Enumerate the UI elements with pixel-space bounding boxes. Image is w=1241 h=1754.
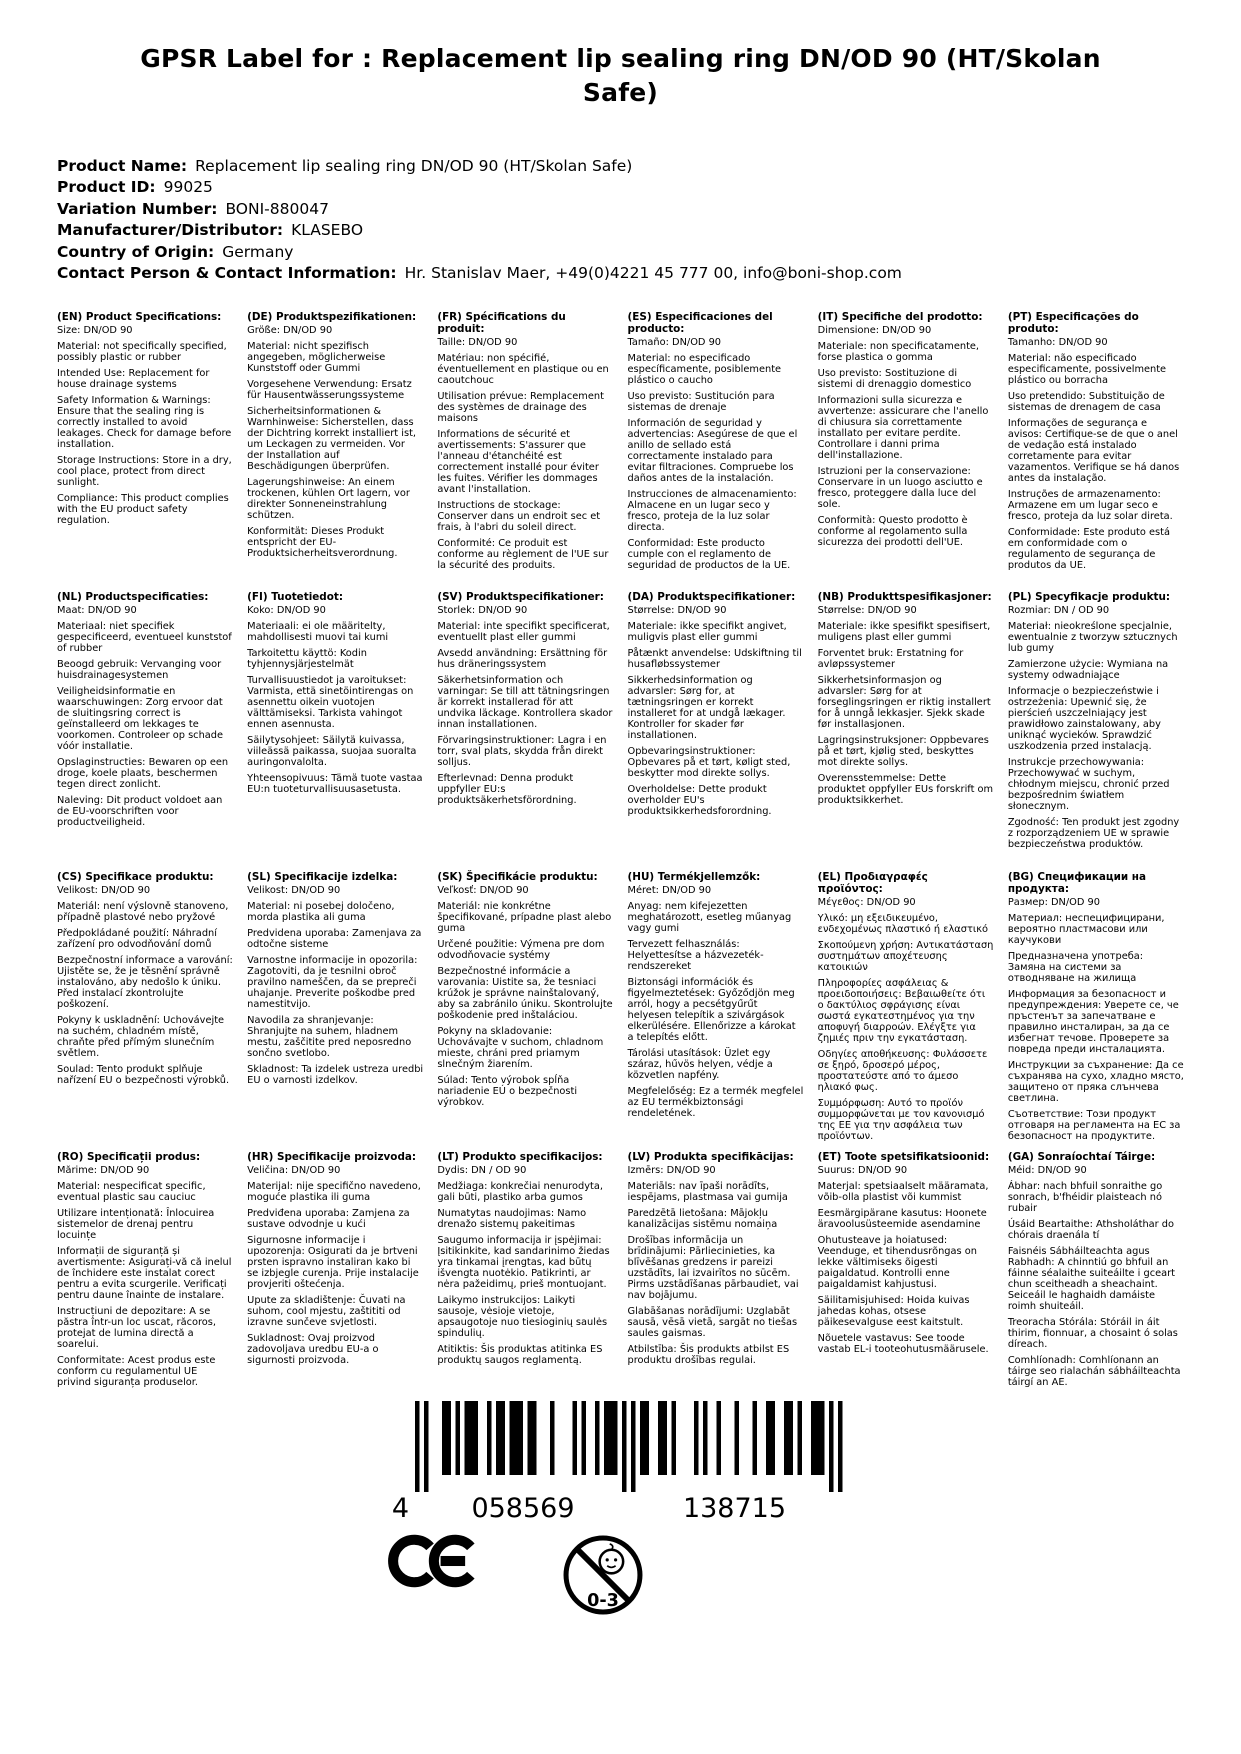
spec-paragraph: Atitiktis: Šis produktas atitinka ES produktų saugos reglamentą. bbox=[437, 1343, 603, 1366]
barcode-digits: 058569 bbox=[470, 1492, 575, 1523]
spec-paragraph: Izmērs: DN/OD 90 bbox=[627, 1164, 716, 1176]
spec-paragraph: Instructions de stockage: Conserver dans un endroit sec et frais, à l'abri du soleil direct. bbox=[437, 499, 601, 533]
spec-block-lt bbox=[437, 1151, 613, 1393]
spec-block-sl bbox=[247, 871, 423, 1151]
spec-paragraph: Materjal: spetsiaalselt määramata, võib-olla plastist või kummist bbox=[817, 1180, 989, 1203]
spec-block-hr bbox=[247, 1151, 423, 1393]
spec-paragraph: Určené použitie: Výmena pre dom odvodňovacie systémy bbox=[437, 938, 605, 961]
barcode-bar bbox=[424, 1401, 429, 1492]
spec-paragraph: Instruções de armazenamento: Armazene em um lugar seco e fresco, proteja da luz solar direta. bbox=[1007, 488, 1173, 522]
spec-block-lv bbox=[628, 1151, 804, 1393]
spec-block-header: (ET) Toote spetsifikatsioonid: bbox=[817, 1150, 990, 1163]
spec-paragraph: Vorgesehene Verwendung: Ersatz für Hausentwässerungssysteme bbox=[247, 378, 412, 401]
barcode-bar bbox=[464, 1401, 469, 1475]
spec-paragraph: Conformitate: Acest produs este conform cu regulamentul UE privind siguranța produselor. bbox=[57, 1354, 216, 1388]
spec-paragraph: Avsedd användning: Ersättning för hus dräneringssystem bbox=[437, 647, 608, 670]
barcode-bar bbox=[820, 1401, 825, 1475]
spec-paragraph: Saugumo informacija ir įspėjimai: Įsitikinkite, kad sandarinimo žiedas yra tinkamai įrengtas, kad būtų išvengta nuotėkio. Patikrinti, ar nėra pažeidimų, prieš montuojant. bbox=[437, 1234, 610, 1290]
barcode-bar bbox=[644, 1401, 649, 1475]
spec-paragraph: Úsáid Beartaithe: Athsholáthar do chórais draenála tí bbox=[1007, 1218, 1175, 1241]
product-info bbox=[57, 156, 1181, 285]
spec-paragraph: Sikkerhedsinformation og advarsler: Sørg for, at tætningsringen er korrekt installeret for at undgå lækager. Kontroller for skader før installationen. bbox=[627, 674, 786, 741]
spec-paragraph: Materiał: nieokreślone specjalnie, ewentualnie z tworzyw sztucznych lub gumy bbox=[1007, 620, 1178, 654]
spec-paragraph: Säilitamisjuhised: Hoida kuivas jahedas kohas, otsese päikesevalguse eest kaitstult. bbox=[817, 1294, 970, 1328]
spec-paragraph: Suurus: DN/OD 90 bbox=[817, 1164, 908, 1176]
spec-paragraph: Tamaño: DN/OD 90 bbox=[627, 336, 722, 348]
spec-paragraph: Upute za skladištenje: Čuvati na suhom, cool mjestu, zaštititi od izravne sunčeve svjetlosti. bbox=[247, 1294, 406, 1328]
spec-paragraph: Størrelse: DN/OD 90 bbox=[627, 604, 727, 616]
product-info-row bbox=[57, 220, 1181, 242]
barcode-digits: 138715 bbox=[682, 1492, 786, 1523]
ce-mark-icon bbox=[387, 1533, 483, 1589]
compliance-marks bbox=[385, 1533, 857, 1617]
product-info-row bbox=[57, 156, 1181, 178]
spec-paragraph: Materiale: non specificatamente, forse plastica o gomma bbox=[817, 340, 980, 363]
spec-paragraph: Materiale: ikke specifikt angivet, muligvis plast eller gummi bbox=[627, 620, 787, 643]
spec-paragraph: Turvallisuustiedot ja varoitukset: Varmista, että sinetöintirengas on asennettu oikein vuotojen välttämiseksi. Tarkista vahingot ennen asennusta. bbox=[247, 674, 414, 730]
barcode-bar bbox=[572, 1401, 577, 1475]
spec-paragraph: Instrucciones de almacenamiento: Almacene en un lugar seco y fresco, proteja de la luz solar directa. bbox=[627, 488, 797, 533]
spec-paragraph: Conformité: Ce produit est conforme au règlement de l'UE sur la sécurité des produits. bbox=[437, 537, 609, 571]
spec-paragraph: Informazioni sulla sicurezza e avvertenze: assicurare che l'anello di chiusura sia correttamente installato per evitare perdite. Controllare i danni prima dell'installazione. bbox=[817, 394, 989, 461]
spec-paragraph: Súlad: Tento výrobok spĺňa nariadenie EÚ o bezpečnosti výrobkov. bbox=[437, 1074, 578, 1108]
spec-block-el bbox=[818, 871, 994, 1151]
barcode-digits: 4 bbox=[391, 1492, 409, 1523]
spec-paragraph: Zamierzone użycie: Wymiana na systemy odwadniające bbox=[1007, 658, 1169, 681]
spec-paragraph: Συμμόρφωση: Αυτό το προϊόν συμμορφώνεται με τον κανονισμό της ΕΕ για την ασφάλεια των προϊόντων. bbox=[817, 1097, 985, 1142]
spec-paragraph: Μέγεθος: DN/OD 90 bbox=[817, 896, 916, 908]
spec-block-header: (EL) Προδιαγραφές προϊόντος: bbox=[817, 870, 928, 895]
spec-paragraph: Informações de segurança e avisos: Certifique-se de que o anel de vedação está instalado corretamente para evitar vazamentos. Verifique se há danos antes da instalação. bbox=[1007, 417, 1180, 484]
barcode-bar bbox=[473, 1401, 478, 1475]
spec-paragraph: Säkerhetsinformation och varningar: Se till att tätningsringen är korrekt installerad för att undvika läckage. Kontrollera skador innan installationen. bbox=[437, 674, 613, 730]
spec-paragraph: Материал: неспецифицирани, вероятно пластмасови или каучукови bbox=[1007, 912, 1165, 946]
spec-block-header: (PL) Specyfikacje produktu: bbox=[1007, 590, 1171, 603]
spec-paragraph: Bezpečnostné informácie a varovania: Uistite sa, že tesniaci krúžok je správne nainštalovaný, aby sa zabránilo úniku. Skontrolujte poškodenie pred inštaláciou. bbox=[437, 965, 613, 1021]
spec-paragraph: Compliance: This product complies with the EU product safety regulation. bbox=[57, 492, 229, 526]
info-label: Manufacturer/Distributor: bbox=[57, 221, 284, 239]
spec-paragraph: Material: ni posebej določeno, morda plastika ali guma bbox=[247, 900, 395, 923]
spec-block-da bbox=[628, 591, 804, 871]
barcode-bar bbox=[446, 1401, 451, 1475]
barcode-bar bbox=[662, 1401, 667, 1475]
barcode-bar bbox=[518, 1401, 523, 1475]
barcode-bar bbox=[770, 1401, 775, 1475]
spec-paragraph: Velikost: DN/OD 90 bbox=[247, 884, 341, 896]
spec-block-nb bbox=[818, 591, 994, 871]
spec-paragraph: Bezpečnostní informace a varování: Ujistěte se, že je těsnění správně instalováno, aby nedošlo k úniku. Před instalací zkontrolujte poškození. bbox=[57, 954, 233, 1010]
spec-block-header: (SK) Špecifikácie produktu: bbox=[437, 870, 598, 883]
spec-paragraph: Laikymo instrukcijos: Laikyti sausoje, vėsioje vietoje, apsaugotoje nuo tiesioginių saulės spindulių. bbox=[437, 1294, 608, 1339]
barcode-bar bbox=[550, 1401, 555, 1475]
barcode-bar bbox=[640, 1401, 645, 1475]
product-info-row bbox=[57, 199, 1181, 221]
spec-block-cs bbox=[57, 871, 233, 1151]
spec-paragraph: Ohutusteave ja hoiatused: Veenduge, et tihendusrõngas on lekke vältimiseks õigesti paigaldatud. Kontrolli enne paigaldamist kahjustusi. bbox=[817, 1234, 977, 1290]
spec-block-header: (SL) Specifikacije izdelka: bbox=[247, 870, 398, 883]
spec-paragraph: Размер: DN/OD 90 bbox=[1007, 896, 1101, 908]
barcode-bar bbox=[595, 1401, 600, 1475]
spec-paragraph: Material: não especificado especificamente, possivelmente plástico ou borracha bbox=[1007, 352, 1167, 386]
spec-paragraph: Dydis: DN / OD 90 bbox=[437, 1164, 527, 1176]
spec-block-sk bbox=[437, 871, 613, 1151]
spec-paragraph: Material: not specifically specified, possibly plastic or rubber bbox=[57, 340, 227, 363]
spec-paragraph: Material: nicht spezifisch angegeben, möglicherweise Kunststoff oder Gummi bbox=[247, 340, 386, 374]
bottom-section bbox=[385, 1401, 857, 1617]
info-value: Replacement lip sealing ring DN/OD 90 (HT/Skolan Safe) bbox=[195, 156, 633, 175]
barcode-bar bbox=[514, 1401, 519, 1475]
barcode-bar bbox=[838, 1401, 843, 1492]
barcode-bar bbox=[734, 1401, 739, 1475]
spec-paragraph: Opbevaringsinstruktioner: Opbevares på et tørt, køligt sted, beskytter mod direkte sollys. bbox=[627, 745, 791, 779]
barcode-bar bbox=[703, 1401, 708, 1475]
spec-paragraph: Tervezett felhasználás: Helyettesítse a házvezeték-rendszereket bbox=[627, 938, 764, 972]
spec-paragraph: Nõuetele vastavus: See toode vastab EL-i tooteohutusmäärusele. bbox=[817, 1332, 989, 1355]
spec-paragraph: Instrucțiuni de depozitare: A se păstra într-un loc uscat, răcoros, protejat de lumina directă a soarelui. bbox=[57, 1305, 216, 1350]
spec-block-header: (DA) Produktspecifikationer: bbox=[627, 590, 796, 603]
spec-paragraph: Paredzētā lietošana: Mājokļu kanalizācijas sistēmu nomaiņa bbox=[627, 1207, 778, 1230]
spec-paragraph: Efterlevnad: Denna produkt uppfyller EU:s produktsäkerhetsförordning. bbox=[437, 772, 577, 806]
spec-paragraph: Οδηγίες αποθήκευσης: Φυλάσσετε σε ξηρό, δροσερό μέρος, προστατεύστε από το άμεσο ηλιακό φως. bbox=[817, 1048, 988, 1093]
spec-paragraph: Utilizare intenționată: Înlocuirea sistemelor de drenaj pentru locuințe bbox=[57, 1207, 215, 1241]
spec-paragraph: Koko: DN/OD 90 bbox=[247, 604, 326, 616]
spec-paragraph: Πληροφορίες ασφάλειας & προειδοποιήσεις: Βεβαιωθείτε ότι ο δακτύλιος σφράγισης είναι σωστά εγκατεστημένος για την αποφυγή διαρροών. Ελέγξτε για ζημιές πριν την εγκατάσταση. bbox=[817, 977, 986, 1044]
spec-paragraph: Materiāls: nav īpaši norādīts, iespējams, plastmasa vai gumija bbox=[627, 1180, 788, 1203]
spec-paragraph: Material: no especificado específicamente, posiblemente plástico o caucho bbox=[627, 352, 782, 386]
info-value: Germany bbox=[222, 242, 294, 261]
spec-paragraph: Skladnost: Ta izdelek ustreza uredbi EU o varnosti izdelkov. bbox=[247, 1063, 424, 1086]
spec-block-ro bbox=[57, 1151, 233, 1393]
spec-block-en bbox=[57, 311, 233, 591]
spec-block-header: (LV) Produkta specifikācijas: bbox=[627, 1150, 794, 1163]
spec-paragraph: Zgodność: Ten produkt jest zgodny z rozporządzeniem UE w sprawie bezpieczeństwa produktów. bbox=[1007, 816, 1180, 850]
spec-paragraph: Soulad: Tento produkt splňuje nařízení EU o bezpečnosti výrobků. bbox=[57, 1063, 230, 1086]
spec-paragraph: Safety Information & Warnings: Ensure that the sealing ring is correctly installed to avoid leakages. Check for damage before installation. bbox=[57, 394, 232, 450]
spec-paragraph: Påtænkt anvendelse: Udskiftning til husafløbssystemer bbox=[627, 647, 802, 670]
spec-block-header: (RO) Specificații produs: bbox=[57, 1150, 201, 1163]
spec-paragraph: Съответствие: Този продукт отговаря на регламента на ЕС за безопасност на продуктите. bbox=[1007, 1108, 1181, 1142]
spec-paragraph: Materiaali: ei ole määritelty, mahdollisesti muovi tai kumi bbox=[247, 620, 389, 643]
spec-paragraph: Größe: DN/OD 90 bbox=[247, 324, 333, 336]
spec-paragraph: Numatytas naudojimas: Namo drenažo sistemų pakeitimas bbox=[437, 1207, 587, 1230]
barcode-bar bbox=[631, 1401, 636, 1492]
barcode-bar bbox=[613, 1401, 618, 1475]
spec-block-header: (ES) Especificaciones del producto: bbox=[627, 310, 773, 335]
spec-paragraph: Información de seguridad y advertencias: Asegúrese de que el anillo de sellado está correctamente instalado para evitar filtraciones. Compruebe los daños antes de la instalación. bbox=[627, 417, 798, 484]
spec-paragraph: Инструкции за съхранение: Да се съхранява на сухо, хладно място, защитено от пряка слънчева светлина. bbox=[1007, 1059, 1184, 1104]
product-info-row bbox=[57, 242, 1181, 264]
barcode-bar bbox=[604, 1401, 609, 1475]
spec-paragraph: Size: DN/OD 90 bbox=[57, 324, 133, 336]
spec-paragraph: Overensstemmelse: Dette produktet oppfyller EUs forskrift om produktsikkerhet. bbox=[817, 772, 994, 806]
barcode-bar bbox=[797, 1401, 802, 1475]
spec-paragraph: Utilisation prévue: Remplacement des systèmes de drainage des maisons bbox=[437, 390, 604, 424]
spec-block-hu bbox=[628, 871, 804, 1151]
spec-paragraph: Drošības informācija un brīdinājumi: Pārliecinieties, ka blīvēšanas gredzens ir pareizi uzstādīts, lai izvairītos no sūcēm. Pirms uzstādīšanas pārbaudiet, vai nav bojājumu. bbox=[627, 1234, 799, 1301]
spec-paragraph: Pokyny k uskladnění: Uchovávejte na suchém, chladném místě, chraňte před přímým slunečním světlem. bbox=[57, 1014, 225, 1059]
barcode-bar bbox=[487, 1401, 492, 1475]
spec-block-pl bbox=[1008, 591, 1184, 871]
spec-paragraph: Taille: DN/OD 90 bbox=[437, 336, 518, 348]
spec-paragraph: Varnostne informacije in opozorila: Zagotoviti, da je tesnilni obroč pravilno nameščen, da se prepreči uhajanje. Preverite poškodbe pred namestitvijo. bbox=[247, 954, 418, 1010]
spec-paragraph: Tarkoitettu käyttö: Kodin tyhjennysjärjestelmät bbox=[247, 647, 367, 670]
spec-paragraph: Maat: DN/OD 90 bbox=[57, 604, 137, 616]
spec-paragraph: Glabāšanas norādījumi: Uzglabāt sausā, vēsā vietā, sargāt no tiešas saules gaismas. bbox=[627, 1305, 798, 1339]
spec-paragraph: Storage Instructions: Store in a dry, cool place, protect from direct sunlight. bbox=[57, 454, 232, 488]
spec-block-ga bbox=[1008, 1151, 1184, 1393]
spec-paragraph: Instrukcje przechowywania: Przechowywać w suchym, chłodnym miejscu, chronić przed bezpośrednim światłem słonecznym. bbox=[1007, 756, 1170, 812]
barcode-bar bbox=[829, 1401, 834, 1492]
spec-grid bbox=[57, 311, 1184, 1393]
spec-paragraph: Uso previsto: Sostituzione di sistemi di drenaggio domestico bbox=[817, 367, 972, 390]
spec-paragraph: Matériau: non spécifié, éventuellement en plastique ou en caoutchouc bbox=[437, 352, 609, 386]
spec-paragraph: Méret: DN/OD 90 bbox=[627, 884, 712, 896]
spec-block-header: (GA) Sonraíochtaí Táirge: bbox=[1007, 1150, 1156, 1163]
info-value: KLASEBO bbox=[291, 221, 364, 239]
age-warning-0-3-icon bbox=[561, 1533, 645, 1617]
spec-block-et bbox=[818, 1151, 994, 1393]
spec-block-header: (PT) Especificações do produto: bbox=[1007, 310, 1139, 335]
spec-block-es bbox=[628, 311, 804, 591]
barcode-bar bbox=[532, 1401, 537, 1475]
spec-paragraph: Velikost: DN/OD 90 bbox=[57, 884, 151, 896]
spec-block-header: (SV) Produktspecifikationer: bbox=[437, 590, 604, 603]
barcode-bar bbox=[622, 1401, 627, 1492]
spec-block-header: (FR) Spécifications du produit: bbox=[437, 310, 566, 335]
info-label: Product Name: bbox=[57, 156, 188, 175]
spec-paragraph: Tárolási utasítások: Üzlet egy száraz, hűvös helyen, védje a közvetlen napfény. bbox=[627, 1047, 773, 1081]
spec-block-header: (DE) Produktspezifikationen: bbox=[247, 310, 417, 323]
spec-paragraph: Tamanho: DN/OD 90 bbox=[1007, 336, 1108, 348]
ean-barcode bbox=[385, 1401, 857, 1523]
info-label: Contact Person & Contact Information: bbox=[57, 264, 397, 282]
spec-paragraph: Σκοπούμενη χρήση: Αντικατάσταση συστημάτων αποχέτευσης κατοικιών bbox=[817, 939, 994, 973]
spec-paragraph: Eesmärgipärane kasutus: Hoonete äravoolusüsteemide asendamine bbox=[817, 1207, 987, 1230]
spec-block-de bbox=[247, 311, 423, 591]
spec-paragraph: Materijal: nije specifično navedeno, moguće plastika ili guma bbox=[247, 1180, 421, 1203]
spec-block-header: (HU) Termékjellemzők: bbox=[627, 870, 761, 883]
spec-paragraph: Informații de siguranță și avertismente: Asigurați-vă că inelul de închidere este instalat corect pentru a evita scurgerile. Verificați pentru daune înainte de instalare. bbox=[57, 1245, 232, 1301]
spec-paragraph: Conformidad: Este producto cumple con el reglamento de seguridad de productos de la UE. bbox=[627, 537, 791, 571]
spec-paragraph: Υλικό: μη εξειδικευμένο, ενδεχομένως πλαστικό ή ελαστικό bbox=[817, 912, 988, 935]
spec-paragraph: Medžiaga: konkrečiai nenurodyta, gali būti, plastiko arba gumos bbox=[437, 1180, 603, 1203]
barcode-bar bbox=[455, 1401, 460, 1475]
spec-block-header: (IT) Specifiche del prodotto: bbox=[817, 310, 983, 323]
spec-block-fr bbox=[437, 311, 613, 591]
spec-paragraph: Opslaginstructies: Bewaren op een droge, koele plaats, beschermen tegen direct zonlicht. bbox=[57, 756, 229, 790]
product-info-row bbox=[57, 177, 1181, 199]
spec-paragraph: Intended Use: Replacement for house drainage systems bbox=[57, 367, 210, 390]
info-value: BONI-880047 bbox=[225, 199, 329, 218]
spec-paragraph: Naleving: Dit product voldoet aan de EU-voorschriften voor productveiligheid. bbox=[57, 794, 223, 828]
spec-paragraph: Materiale: ikke spesifikt spesifisert, muligens plast eller gummi bbox=[817, 620, 991, 643]
spec-paragraph: Navodila za shranjevanje: Shranjujte na suhem, hladnem mestu, zaščitite pred neposredno sončno svetlobo. bbox=[247, 1014, 412, 1059]
spec-block-header: (EN) Product Specifications: bbox=[57, 310, 222, 323]
spec-paragraph: Veiligheidsinformatie en waarschuwingen: Zorg ervoor dat de sluitingsring correct is geïnstalleerd om lekkages te voorkomen. Controleer op schade vóór installatie. bbox=[57, 685, 224, 752]
barcode-bar bbox=[716, 1401, 721, 1475]
barcode-bar bbox=[608, 1401, 613, 1475]
barcode-bar bbox=[815, 1401, 820, 1475]
spec-paragraph: Treoracha Stórála: Stóráil in áit thirim, fionnuar, a chosaint ó solas díreach. bbox=[1007, 1316, 1178, 1350]
spec-paragraph: Megfelelőség: Ez a termék megfelel az EU termékbiztonsági rendeletének. bbox=[627, 1085, 804, 1119]
spec-paragraph: Lagringsinstruksjoner: Oppbevares på et tørt, kjølig sted, beskyttes mot direkte sollys. bbox=[817, 734, 989, 768]
spec-paragraph: Informations de sécurité et avertissements: S'assurer que l'anneau d'étanchéité est correctement installé pour éviter les fuites. Vérifier les dommages avant l'installation. bbox=[437, 428, 599, 495]
spec-block-it bbox=[818, 311, 994, 591]
spec-block-header: (BG) Спецификации на продукта: bbox=[1007, 870, 1146, 895]
spec-block-header: (LT) Produkto specifikacijos: bbox=[437, 1150, 603, 1163]
info-value: Hr. Stanislav Maer, +49(0)4221 45 777 00, info@boni-shop.com bbox=[404, 264, 902, 282]
spec-paragraph: Ábhar: nach bhfuil sonraithe go sonrach, b'fhéidir plaisteach nó rubair bbox=[1007, 1180, 1163, 1214]
barcode-bar bbox=[658, 1401, 663, 1475]
spec-block-header: (NB) Produkttspesifikasjoner: bbox=[817, 590, 992, 603]
spec-block-pt bbox=[1008, 311, 1184, 591]
spec-paragraph: Material: inte specifikt specificerat, eventuellt plast eller gummi bbox=[437, 620, 610, 643]
barcode-bar bbox=[469, 1401, 474, 1475]
spec-paragraph: Mărime: DN/OD 90 bbox=[57, 1164, 150, 1176]
spec-paragraph: Storlek: DN/OD 90 bbox=[437, 604, 528, 616]
spec-paragraph: Veličina: DN/OD 90 bbox=[247, 1164, 341, 1176]
spec-block-header: (FI) Tuotetiedot: bbox=[247, 590, 344, 603]
spec-block-bg bbox=[1008, 871, 1184, 1151]
info-label: Product ID: bbox=[57, 178, 156, 196]
spec-paragraph: Sigurnosne informacije i upozorenja: Osigurati da je brtveni prsten ispravno instaliran kako bi se izbjegle curenja. Prije instalacije provjeriti oštećenja. bbox=[247, 1234, 419, 1290]
barcode-bar bbox=[442, 1401, 447, 1475]
info-label: Country of Origin: bbox=[57, 242, 215, 261]
spec-paragraph: Méid: DN/OD 90 bbox=[1007, 1164, 1087, 1176]
spec-paragraph: Informacje o bezpieczeństwie i ostrzeżenia: Upewnić się, że pierścień uszczelniający jest prawidłowo zainstalowany, aby uniknąć wycieków. Sprawdzić uszkodzenia przed instalacją. bbox=[1007, 685, 1161, 752]
spec-paragraph: Predvidena uporaba: Zamenjava za odtočne sisteme bbox=[247, 927, 422, 950]
spec-paragraph: Предназначена употреба: Замяна на системи за отводняване на жилища bbox=[1007, 950, 1144, 984]
barcode-bar bbox=[788, 1401, 793, 1475]
spec-paragraph: Veľkosť: DN/OD 90 bbox=[437, 884, 529, 896]
spec-paragraph: Material: nespecificat specific, eventual plastic sau cauciuc bbox=[57, 1180, 206, 1203]
spec-paragraph: Uso pretendido: Substituição de sistemas de drenagem de casa bbox=[1007, 390, 1165, 413]
spec-paragraph: Materiál: nie konkrétne špecifikované, prípadne plast alebo guma bbox=[437, 900, 612, 934]
spec-paragraph: Dimensione: DN/OD 90 bbox=[817, 324, 932, 336]
info-label: Variation Number: bbox=[57, 199, 218, 218]
spec-paragraph: Materiál: není výslovně stanoveno, případně plastové nebo pryžové bbox=[57, 900, 229, 923]
spec-paragraph: Lagerungshinweise: An einem trockenen, kühlen Ort lagern, vor direkter Sonneneinstrahlung schützen. bbox=[247, 476, 410, 521]
spec-paragraph: Sukladnost: Ovaj proizvod zadovoljava uredbu EU-a o sigurnosti proizvoda. bbox=[247, 1332, 379, 1366]
page-title: GPSR Label for : Replacement lip sealing ring DN/OD 90 (HT/Skolan Safe) bbox=[140, 44, 1101, 107]
barcode-bar bbox=[500, 1401, 505, 1475]
spec-paragraph: Förvaringsinstruktioner: Lagra i en torr, sval plats, skydda från direkt solljus. bbox=[437, 734, 607, 768]
spec-paragraph: Sicherheitsinformationen & Warnhinweise: Sicherstellen, dass der Dichtring korrekt installiert ist, um Leckagen zu vermeiden. Vor der Installation auf Beschädigungen überprüfen. bbox=[247, 405, 417, 472]
barcode-bar bbox=[766, 1401, 771, 1475]
spec-block-nl bbox=[57, 591, 233, 871]
age-warning-label: 0-3 bbox=[586, 1590, 619, 1611]
spec-paragraph: Conformidade: Este produto está em conformidade com o regulamento de segurança de produtos da UE. bbox=[1007, 526, 1170, 571]
spec-paragraph: Istruzioni per la conservazione: Conservare in un luogo asciutto e fresco, proteggere dalla luce del sole. bbox=[817, 465, 983, 510]
barcode-bar bbox=[784, 1401, 789, 1475]
spec-paragraph: Anyag: nem kifejezetten meghatározott, esetleg műanyag vagy gumi bbox=[627, 900, 792, 934]
spec-block-fi bbox=[247, 591, 423, 871]
spec-paragraph: Biztonsági információk és figyelmeztetések: Győződjön meg arról, hogy a pecsétgyűrűt helyesen telepítik a szivárgások elkerülésére. Ellenőrizze a károkat a telepítés előtt. bbox=[627, 976, 796, 1043]
barcode-bar bbox=[509, 1401, 514, 1475]
barcode-bar bbox=[694, 1401, 699, 1475]
barcode-bar bbox=[496, 1401, 501, 1475]
spec-paragraph: Comhlíonadh: Comhlíonann an táirge seo rialachán sábháilteachta táirgí an AE. bbox=[1007, 1354, 1181, 1388]
spec-paragraph: Overholdelse: Dette produkt overholder EU's produktsikkerhedsforordning. bbox=[627, 783, 772, 817]
spec-paragraph: Rozmiar: DN / OD 90 bbox=[1007, 604, 1110, 616]
spec-paragraph: Materiaal: niet specifiek gespecificeerd, eventueel kunststof of rubber bbox=[57, 620, 232, 654]
barcode-bar bbox=[671, 1401, 676, 1475]
ean-barcode-svg bbox=[385, 1401, 857, 1523]
spec-paragraph: Předpokládané použití: Náhradní zařízení pro odvodňování domů bbox=[57, 927, 217, 950]
spec-paragraph: Beoogd gebruik: Vervanging voor huisdrainagesystemen bbox=[57, 658, 222, 681]
spec-paragraph: Säilytysohjeet: Säilytä kuivassa, viileässä paikassa, suojaa suoralta auringonvalolta. bbox=[247, 734, 417, 768]
spec-paragraph: Faisnéis Sábháilteachta agus Rabhadh: A chinntiú go bhfuil an fáinne séalaithe suiteáilte i gceart chun sceitheadh a sheachaint. Seiceáil le haghaidh damáiste roimh shuiteáil. bbox=[1007, 1245, 1176, 1312]
barcode-bar bbox=[811, 1401, 816, 1475]
barcode-bar bbox=[415, 1401, 420, 1492]
spec-paragraph: Predviđena uporaba: Zamjena za sustave odvodnje u kući bbox=[247, 1207, 410, 1230]
spec-paragraph: Pokyny na skladovanie: Uchovávajte v suchom, chladnom mieste, chráni pred priamym slnečným žiarením. bbox=[437, 1025, 604, 1070]
barcode-bar bbox=[752, 1401, 757, 1475]
spec-paragraph: Atbilstība: Šis produkts atbilst ES produktu drošības regulai. bbox=[627, 1343, 790, 1366]
spec-block-sv bbox=[437, 591, 613, 871]
spec-paragraph: Konformität: Dieses Produkt entspricht der EU-Produktsicherheitsverordnung. bbox=[247, 525, 398, 559]
info-value: 99025 bbox=[163, 178, 213, 196]
product-info-row bbox=[57, 263, 1181, 285]
spec-paragraph: Størrelse: DN/OD 90 bbox=[817, 604, 917, 616]
spec-paragraph: Информация за безопасност и предупреждения: Уверете се, че пръстенът за запечатване е правилно инсталиран, за да се избегнат течове. Проверете за повреда преди инсталацията. bbox=[1007, 988, 1179, 1055]
barcode-bar bbox=[581, 1401, 586, 1475]
spec-paragraph: Yhteensopivuus: Tämä tuote vastaa EU:n tuoteturvallisuusasetusta. bbox=[247, 772, 423, 795]
spec-paragraph: Conformità: Questo prodotto è conforme al regolamento sulla sicurezza dei prodotti dell'UE. bbox=[817, 514, 968, 548]
spec-block-header: (HR) Specifikacije proizvoda: bbox=[247, 1150, 417, 1163]
spec-block-header: (NL) Productspecificaties: bbox=[57, 590, 209, 603]
spec-paragraph: Uso previsto: Sustitución para sistemas de drenaje bbox=[627, 390, 775, 413]
spec-paragraph: Forventet bruk: Erstatning for avløpssystemer bbox=[817, 647, 964, 670]
spec-block-header: (CS) Specifikace produktu: bbox=[57, 870, 214, 883]
barcode-bar bbox=[527, 1401, 532, 1475]
spec-paragraph: Sikkerhetsinformasjon og advarsler: Sørg for at forseglingsringen er riktig installert for å unngå lekkasjer. Sjekk skade før installasjonen. bbox=[817, 674, 991, 730]
